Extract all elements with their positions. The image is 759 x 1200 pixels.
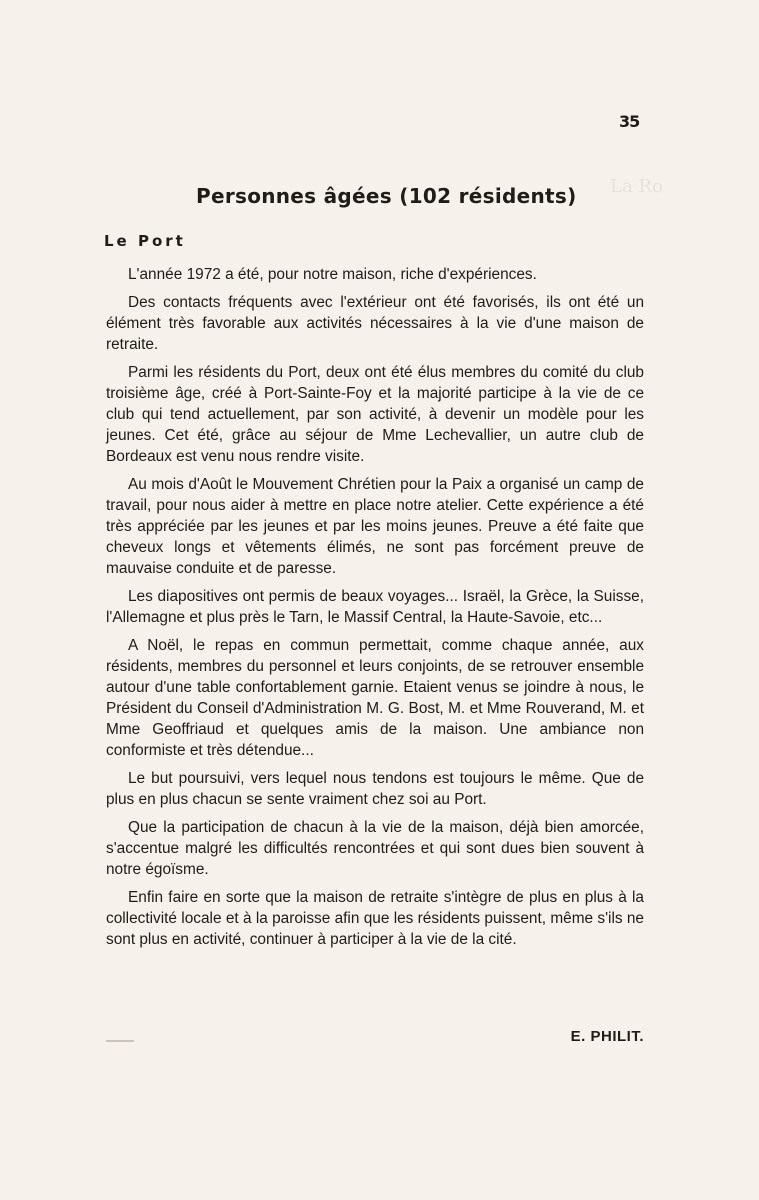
paragraph: Que la participation de chacun à la vie de la maison, déjà bien amorcée, s'accentue malgré les difficultés rencontrées et qui sont dues bien souvent à notre égoïsme. [106,819,644,878]
paragraph: Des contacts fréquents avec l'extérieur ont été favorisés, ils ont été un élément très favorable aux activités nécessaires à la vie d'une maison de retraite. [106,294,644,353]
paragraph: Les diapositives ont permis de beaux voyages... Israël, la Grèce, la Suisse, l'Allemagne et plus près le Tarn, le Massif Central, la Haute-Savoie, etc... [106,588,644,626]
paragraph: Le but poursuivi, vers lequel nous tendons est toujours le même. Que de plus en plus chacun se sente vraiment chez soi au Port. [106,770,644,808]
ink-speck [106,1040,134,1042]
paragraph: A Noël, le repas en commun permettait, comme chaque année, aux résidents, membres du personnel et leurs conjoints, de se retrouver ensemble autour d'une table confortablement garnie. Etaient venus se joindre à nous, le Président du Conseil d'Administration M. G. Bost, M. et Mme Rouverand, M. et Mme Geoffriaud et quelques amis de la maison. Une ambiance non conformiste et très détendue... [106,637,644,759]
body-text [106,264,644,957]
page-number: 35 [619,112,640,131]
paragraph: Parmi les résidents du Port, deux ont été élus membres du comité du club troisième âge, créé à Port-Sainte-Foy et la majorité participe à la vie de ce club qui tend actuellement, par son activité, à devenir un modèle pour les jeunes. Cet été, grâce au séjour de Mme Lechevallier, un autre club de Bordeaux est venu nous rendre visite. [106,364,644,465]
signature: E. PHILIT. [570,1028,644,1045]
section-heading: Le Port [104,232,186,250]
paragraph: L'année 1972 a été, pour notre maison, riche d'expériences. [128,266,537,283]
show-through-text: La Ro [610,176,663,197]
paragraph: Au mois d'Août le Mouvement Chrétien pour la Paix a organisé un camp de travail, pour nous aider à mettre en place notre atelier. Cette expérience a été très appréciée par les jeunes et par les moins jeunes. Preuve a été faite que cheveux longs et vêtements élimés, ne sont pas forcément preuve de mauvaise conduite et de paresse. [106,476,644,577]
paragraph: Enfin faire en sorte que la maison de retraite s'intègre de plus en plus à la collectivité locale et à la paroisse afin que les résidents puissent, même s'ils ne sont plus en activité, continuer à participer à la vie de la cité. [106,889,644,948]
page-title: Personnes âgées (102 résidents) [196,184,577,208]
